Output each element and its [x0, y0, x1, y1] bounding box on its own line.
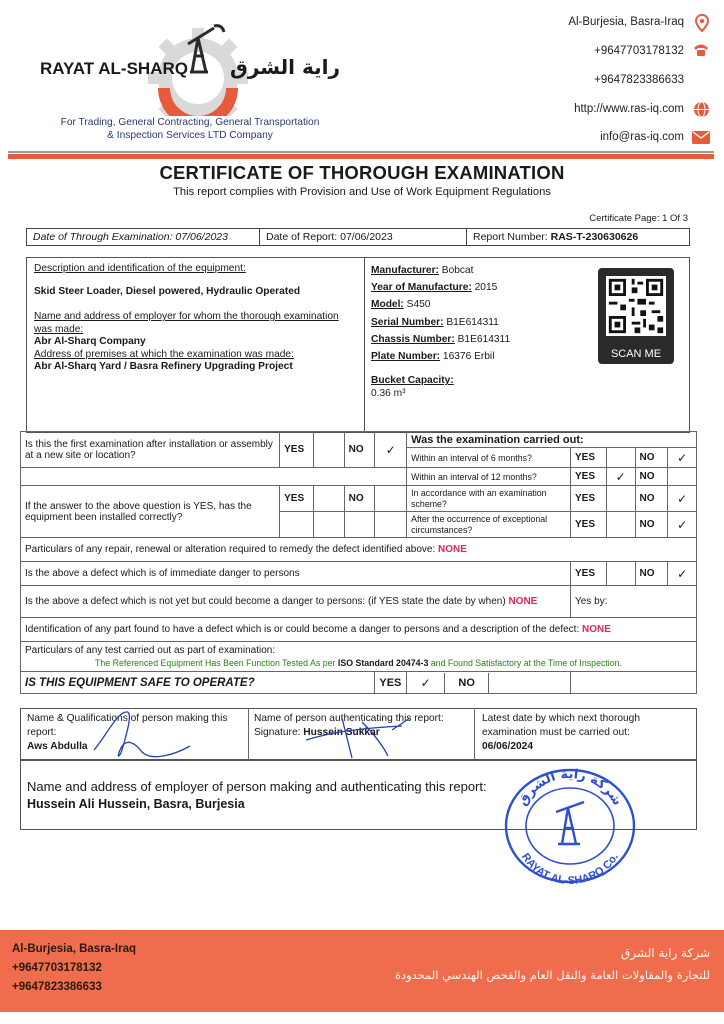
premises-label: Address of premises at which the examination was made: [34, 348, 294, 360]
immediate-yes: YES [570, 562, 606, 586]
footer-arabic-line2: للتجارة والمقاولات العامة والنقل العام والفحص الهندسي المحدودة [394, 968, 710, 982]
auth-label: Name of person authenticating this report: [254, 713, 444, 724]
maker-label: Name & Qualifications of person making this report: [27, 713, 228, 738]
future-danger-q: Is the above a defect which is not yet but could become a danger to persons: (if YES state the date by when) [25, 596, 509, 607]
q-first-examination: Is this the first examination after installation or assembly at a new site or location? [21, 432, 280, 468]
safe-no: NO [445, 673, 489, 693]
next-exam-block [482, 712, 692, 754]
model-label: Model: [371, 299, 404, 311]
safe-no-box [489, 673, 570, 693]
stamp-pump-icon [556, 802, 584, 844]
exceptional-yes: YES [570, 512, 606, 538]
q-installed-blank1 [280, 512, 314, 538]
test-statement [25, 657, 692, 670]
footer-contact [12, 940, 136, 997]
future-danger-value: NONE [508, 596, 538, 607]
signoff-divider-2 [474, 708, 475, 760]
company-subtitle-line2: & Inspection Services LTD Company [107, 130, 273, 141]
q-installed-no-box [375, 486, 407, 512]
chassis-value: B1E614311 [457, 333, 511, 345]
date-row [26, 228, 690, 246]
desc-value: Skid Steer Loader, Diesel powered, Hydraulic Operated [34, 285, 301, 297]
serial-value: B1E614311 [446, 316, 499, 328]
maker-signature [86, 706, 196, 766]
yes-by: Yes by: [570, 586, 696, 618]
maker-value: Aws Abdulla [27, 741, 88, 752]
plate-value: 16376 Erbil [442, 351, 495, 363]
interval-12-yes: YES [570, 468, 606, 486]
header-accent-bar [8, 154, 714, 159]
safe-yes: YES [375, 672, 407, 694]
scheme-no: NO [635, 486, 668, 512]
test-label: Particulars of any test carried out as part of examination: [25, 644, 276, 656]
bucket-label: Bucket Capacity: [371, 375, 454, 387]
chassis-label: Chassis Number: [371, 333, 455, 345]
manufacturer-value: Bobcat [441, 265, 474, 276]
employer-label: Name and address of employer for whom the thorough examination was made: [34, 311, 339, 335]
immediate-no-tick: ✓ [668, 562, 697, 586]
defect-part-value: NONE [582, 624, 611, 635]
interval-6-yes: YES [570, 448, 606, 468]
interval-6-no: NO [635, 448, 668, 468]
immediate-yes-box [606, 562, 635, 586]
qr-code[interactable] [598, 268, 674, 364]
contact-website[interactable]: http://www.ras-iq.com [574, 103, 684, 115]
header-divider [8, 151, 714, 153]
contact-address: Al-Burjesia, Basra-Iraq [568, 16, 684, 28]
safe-to-operate-q: IS THIS EQUIPMENT SAFE TO OPERATE? [21, 672, 375, 694]
q-first-yes-box [313, 432, 344, 468]
q-first-yes: YES [280, 432, 314, 468]
equipment-divider [364, 257, 365, 433]
repair-label: Particulars of any repair, renewal or alteration required to remedy the defect identified above: [25, 544, 439, 555]
employer-value: Abr Al-Sharq Company [34, 336, 146, 347]
certificate-page: Certificate Page: 1 Of 3 [589, 213, 688, 224]
blank-row [21, 468, 407, 486]
test-pre: The Referenced Equipment Has Been Function Tested As per [95, 657, 338, 668]
interval-12-no-box [668, 468, 697, 486]
auth-value: Hussein Sukkar [303, 727, 380, 738]
defect-part-row [21, 618, 697, 642]
premises-value: Abr Al-Sharq Yard / Basra Refinery Upgrading Project [34, 361, 293, 372]
stamp-text-ar: شركة راية الشرق [515, 766, 625, 809]
safe-yes-tick: ✓ [407, 673, 445, 693]
safe-spacer [570, 672, 696, 694]
scheme-no-tick: ✓ [668, 486, 697, 512]
certificate-title: CERTIFICATE OF THOROUGH EXAMINATION [159, 162, 565, 183]
interval-12-yes-tick: ✓ [606, 468, 635, 486]
exceptional-yes-box [606, 512, 635, 538]
footer-arabic-line1: شركة راية الشرق [621, 946, 710, 960]
report-number-value: RAS-T-230630626 [550, 231, 639, 243]
immediate-danger-q: Is the above a defect which is of immediate danger to persons [21, 562, 571, 586]
qr-code-icon [606, 276, 666, 336]
interval-6: Within an interval of 6 months? [407, 448, 571, 468]
future-danger-row [21, 586, 571, 618]
year-value: 2015 [474, 282, 498, 294]
report-number-label: Report Number: [473, 231, 551, 243]
contact-phone2[interactable]: +9647823386633 [594, 74, 684, 86]
qr-scan-label: SCAN ME [610, 348, 662, 360]
footer-phone2[interactable]: +9647823386633 [12, 981, 102, 993]
repair-row [21, 538, 697, 562]
test-row [21, 642, 697, 672]
q-installed-blank3 [344, 512, 375, 538]
q-installed-blank4 [375, 512, 407, 538]
exceptional: After the occurrence of exceptional circumstances? [407, 512, 571, 538]
next-exam-label: Latest date by which next thorough examination must be carried out: [482, 713, 641, 738]
carried-out-title: Was the examination carried out: [407, 432, 697, 448]
location-pin-icon [694, 14, 710, 32]
exceptional-no: NO [635, 512, 668, 538]
exceptional-no-tick: ✓ [668, 512, 697, 538]
company-subtitle-line1: For Trading, General Contracting, General Transportation [60, 117, 320, 128]
company-stamp [500, 766, 640, 886]
manufacturer-label: Manufacturer: [371, 265, 439, 276]
stamp-text-en: RAYAT AL-SHARQ Co. [519, 851, 621, 886]
company-subtitle [40, 116, 340, 142]
employer-value: Hussein Ali Hussein, Basra, Burjesia [27, 797, 245, 811]
q-installed-blank2 [313, 512, 344, 538]
email-icon [692, 131, 710, 144]
test-standard: ISO Standard 20474-3 [337, 657, 429, 668]
q-first-no: NO [344, 432, 375, 468]
footer-address: Al-Burjesia, Basra-Iraq [12, 943, 136, 955]
footer-arabic [395, 942, 710, 986]
equipment-right [371, 262, 591, 401]
scheme-yes: YES [570, 486, 606, 512]
signature-label: Signature: [254, 727, 304, 738]
phone-icon [692, 42, 710, 58]
date-of-examination: Date of Through Examination: 07/06/2023 [27, 229, 260, 245]
bucket-value: 0.36 m³ [371, 388, 406, 400]
logo-text-en: RAYAT AL-SHARQ [40, 59, 188, 78]
safe-yes-cell [407, 672, 571, 694]
date-of-report: Date of Report: 07/06/2023 [260, 229, 467, 245]
contact-email[interactable]: info@ras-iq.com [600, 131, 684, 143]
q-installed-yes-box [313, 486, 344, 512]
report-number [467, 229, 689, 245]
globe-icon [693, 101, 710, 118]
test-post: and Found Satisfactory at the Time of Inspection. [428, 657, 622, 668]
q-installed-yes: YES [280, 486, 314, 512]
scheme: In accordance with an examination scheme? [407, 486, 571, 512]
examination-table [20, 431, 697, 694]
serial-label: Serial Number: [371, 316, 444, 328]
model-value: S450 [406, 299, 431, 311]
footer-phone1[interactable]: +9647703178132 [12, 962, 102, 974]
repair-value: NONE [438, 544, 467, 555]
contact-phone1[interactable]: +9647703178132 [594, 45, 684, 57]
plate-label: Plate Number: [371, 351, 441, 363]
year-label: Year of Manufacture: [371, 282, 472, 294]
next-exam-value: 06/06/2024 [482, 741, 533, 752]
immediate-no: NO [635, 562, 668, 586]
equipment-left [34, 263, 359, 374]
q-installed-no: NO [344, 486, 375, 512]
auth-signature [302, 712, 422, 764]
interval-6-no-tick: ✓ [668, 448, 697, 468]
interval-12: Within an interval of 12 months? [407, 468, 571, 486]
scheme-yes-box [606, 486, 635, 512]
logo-text-ar: راية الشرق [229, 55, 340, 79]
company-logo [38, 16, 348, 116]
q-first-no-tick: ✓ [375, 432, 407, 468]
interval-12-no: NO [635, 468, 668, 486]
employer-label: Name and address of employer of person making and authenticating this report: [27, 779, 487, 794]
q-installed: If the answer to the above question is YES, has the equipment been installed correctly? [21, 486, 280, 538]
certificate-subtitle: This report complies with Provision and Use of Work Equipment Regulations [173, 186, 551, 198]
interval-6-yes-box [606, 448, 635, 468]
desc-label: Description and identification of the equipment: [34, 263, 246, 274]
defect-part-q: Identification of any part found to have a defect which is or could become a danger to persons and a description of the defect: [25, 624, 583, 635]
signoff-divider-1 [248, 708, 249, 760]
